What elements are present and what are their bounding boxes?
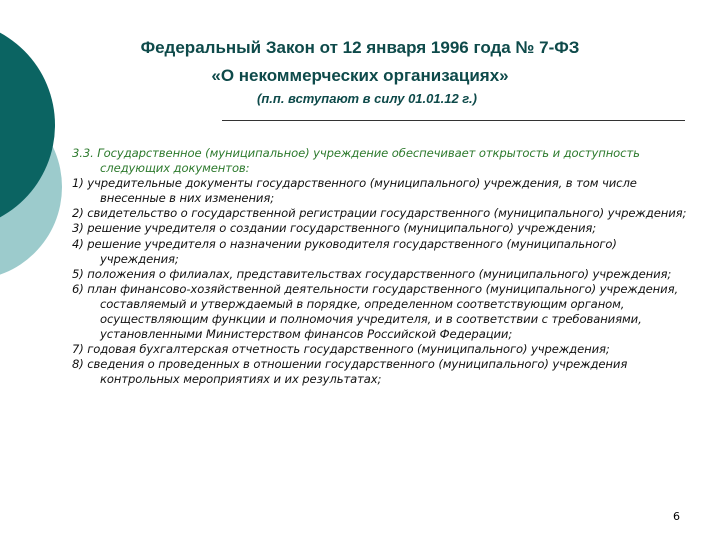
- page-number: 6: [673, 510, 680, 523]
- slide-title-line1: Федеральный Закон от 12 января 1996 года № 7-ФЗ: [140, 38, 580, 57]
- list-item: 5) положения о филиалах, представительствах государственного (муниципального) учреждения;: [72, 266, 672, 281]
- list-item: 3) решение учредителя о создании государственного (муниципального) учреждения;: [72, 221, 597, 236]
- list-item: 7) годовая бухгалтерская отчетность государственного (муниципального) учреждения;: [72, 341, 610, 356]
- title-divider: [222, 120, 685, 121]
- list-item: 8) сведения о проведенных в отношении государственного (муниципального) учреждения контрольных мероприятиях и их результатах;: [72, 357, 628, 386]
- slide-body: [72, 146, 698, 387]
- list-item: 4) решение учредителя о назначении руководителя государственного (муниципального) учреждения;: [72, 236, 617, 266]
- slide-subtitle: (п.п. вступают в силу 01.01.12 г.): [257, 91, 477, 106]
- list-item-intro: 3.3. Государственное (муниципальное) учреждение обеспечивает открытость и доступность следующих документов:: [72, 146, 640, 175]
- list-item: 2) свидетельство о государственной регистрации государственного (муниципального) учреждения;: [72, 206, 687, 221]
- list-item: 6) план финансово-хозяйственной деятельности государственного (муниципального) учреждения, составляемый и утверждаемый в порядке, определенном соответствующим органом, осуществляющим функции и полномочия учредителя, и в соответствии с требованиями, установленными Министерством финансов Российской Федерации;: [72, 282, 679, 341]
- list-item: 1) учредительные документы государственного (муниципального) учреждения, в том числе внесенные в них изменения;: [72, 176, 637, 205]
- slide-title-line2: «О некоммерческих организациях»: [211, 66, 509, 85]
